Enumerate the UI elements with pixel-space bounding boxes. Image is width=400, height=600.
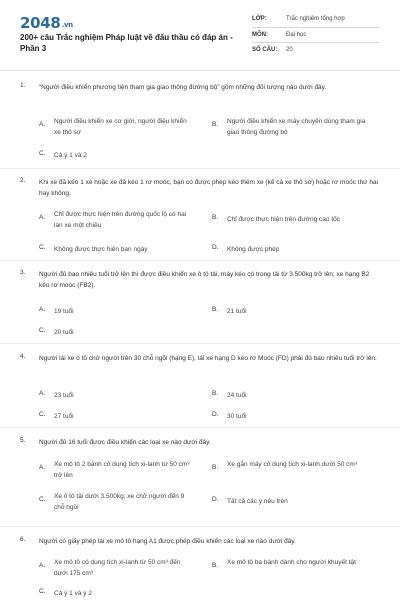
question-text: “Người điều khiển phương tiện tham gia giao thông đường bộ” gồm những đối tượng nào dưới đây. xyxy=(39,84,327,91)
option-letter: B. xyxy=(212,214,219,221)
document-title: 200+ câu Trắc nghiệm Pháp luật về đấu thầu có đáp án - Phần 3 xyxy=(20,33,233,53)
question-number: 1. xyxy=(20,82,26,89)
question-number: 6. xyxy=(20,536,26,543)
option-text: 20 tuổi xyxy=(54,329,74,336)
meta-label: MÔN: xyxy=(252,31,268,38)
question-text: Người có giấy phép lái xe mô tô hạng A1 được phép điều khiển các loại xe nào dưới đây. xyxy=(39,538,296,545)
meta-label: SỐ CÂU: xyxy=(252,47,278,53)
option-text: Cả ý 1 và ý 2 xyxy=(54,590,92,597)
option-text: Xe mô tô 2 bánh có dung tích xi-lanh từ 50 cm³ trở lên xyxy=(54,461,190,479)
option-letter: A. xyxy=(39,562,46,569)
meta-value: 20 xyxy=(286,47,293,53)
question-divider xyxy=(0,168,400,169)
option-text: 19 tuổi xyxy=(54,308,74,315)
option-letter: C. xyxy=(39,588,46,595)
option-text: 27 tuổi xyxy=(54,413,74,420)
option-letter: C. xyxy=(39,244,46,251)
meta-value: Đại học xyxy=(286,31,307,38)
option-text: Xe gắn máy có dung tích xi-lanh dưới 50 cm³ xyxy=(227,461,358,468)
option-letter: C. xyxy=(39,150,46,157)
header-divider xyxy=(0,70,400,71)
option-letter: B. xyxy=(212,390,219,397)
option-letter: B. xyxy=(212,464,219,471)
question-number: 2. xyxy=(20,177,26,184)
site-logo[interactable] xyxy=(20,14,73,32)
question-number: 5. xyxy=(20,437,26,444)
meta-row-count xyxy=(252,43,380,59)
meta-label: LỚP: xyxy=(252,16,267,22)
option-letter: C. xyxy=(39,327,46,334)
option-text: 21 tuổi xyxy=(227,308,247,315)
option-letter: A. xyxy=(39,390,46,397)
option-text: Cả ý 1 và 2 xyxy=(54,152,87,159)
option-text: Xe mô tô ba bánh dành cho người khuyết tật xyxy=(227,559,356,566)
logo-suffix: .vn xyxy=(61,21,73,29)
option-text: Không được phép xyxy=(227,246,280,253)
option-letter: A. xyxy=(39,306,46,313)
question-text: Khi xe đã kéo 1 xe hoặc xe đã kéo 1 rơ moóc, bạn có được phép kéo thêm xe (kể cả xe thô sơ) hoặc rơ moóc thứ hai hay không. xyxy=(39,179,379,197)
meta-value: Trắc nghiệm tổng hợp xyxy=(286,16,345,22)
option-letter: B. xyxy=(212,562,219,569)
question-number: 4. xyxy=(20,353,26,360)
meta-row-subject xyxy=(252,28,380,44)
option-text: Xe mô tô có dung tích xi-lanh từ 50 cm³ đến dưới 175 cm³ xyxy=(54,559,181,577)
question-text: Người lái xe ô tô chở người trên 30 chỗ ngồi (hạng E), lái xe hạng D kéo rơ Moóc (FD) phải đủ bao nhiêu tuổi trở lên. xyxy=(39,355,377,362)
option-letter: B. xyxy=(212,121,219,128)
option-text: 30 tuổi xyxy=(227,413,247,420)
question-divider xyxy=(0,260,400,261)
option-letter: D. xyxy=(212,411,219,418)
option-text: 24 tuổi xyxy=(227,392,247,399)
option-text: Tất cả các ý nêu trên xyxy=(227,498,288,505)
logo-main: 2048 xyxy=(20,14,61,32)
question-divider xyxy=(0,427,400,428)
meta-row-class xyxy=(252,12,380,28)
question-text: Người đủ 16 tuổi được điều khiển các loại xe nào dưới đây. xyxy=(39,439,211,446)
question-divider xyxy=(0,343,400,344)
option-letter: C. xyxy=(39,411,46,418)
option-letter: D. xyxy=(212,496,219,503)
option-text: Chỉ được thực hiện trên đường cao tốc xyxy=(227,216,340,223)
option-text: Không được thực hiện ban ngày xyxy=(54,246,148,253)
option-letter: A. xyxy=(39,464,46,471)
option-text: Người điều khiển xe máy chuyên dùng tham gia giao thông đường bộ xyxy=(227,118,366,136)
option-letter: A. xyxy=(39,121,46,128)
question-divider xyxy=(0,526,400,527)
option-text: Người điều khiển xe cơ giới, người điều khiển xe thô sơ xyxy=(54,118,187,136)
question-number: 3. xyxy=(20,269,26,276)
question-text: Người đủ bao nhiêu tuổi trở lên thì được điều khiển xe ô tô tải, máy kéo có trọng tải từ 3.500kg trở lên; xe hạng B2 kéo rơ moóc (FB2). xyxy=(39,271,370,289)
document-header xyxy=(0,0,400,62)
document-meta xyxy=(252,12,380,59)
option-text: Chỉ được thực hiện trên đường quốc lộ có hai làn xe một chiều xyxy=(54,211,187,229)
option-letter: B. xyxy=(212,306,219,313)
option-letter: C. xyxy=(39,496,46,503)
option-letter: A. xyxy=(39,214,46,221)
option-text: 23 tuổi xyxy=(54,392,74,399)
option-letter: D. xyxy=(212,244,219,251)
option-text: Xe ô tô tải dưới 3.500kg; xe chở người đến 9 chỗ ngồi xyxy=(54,493,185,511)
